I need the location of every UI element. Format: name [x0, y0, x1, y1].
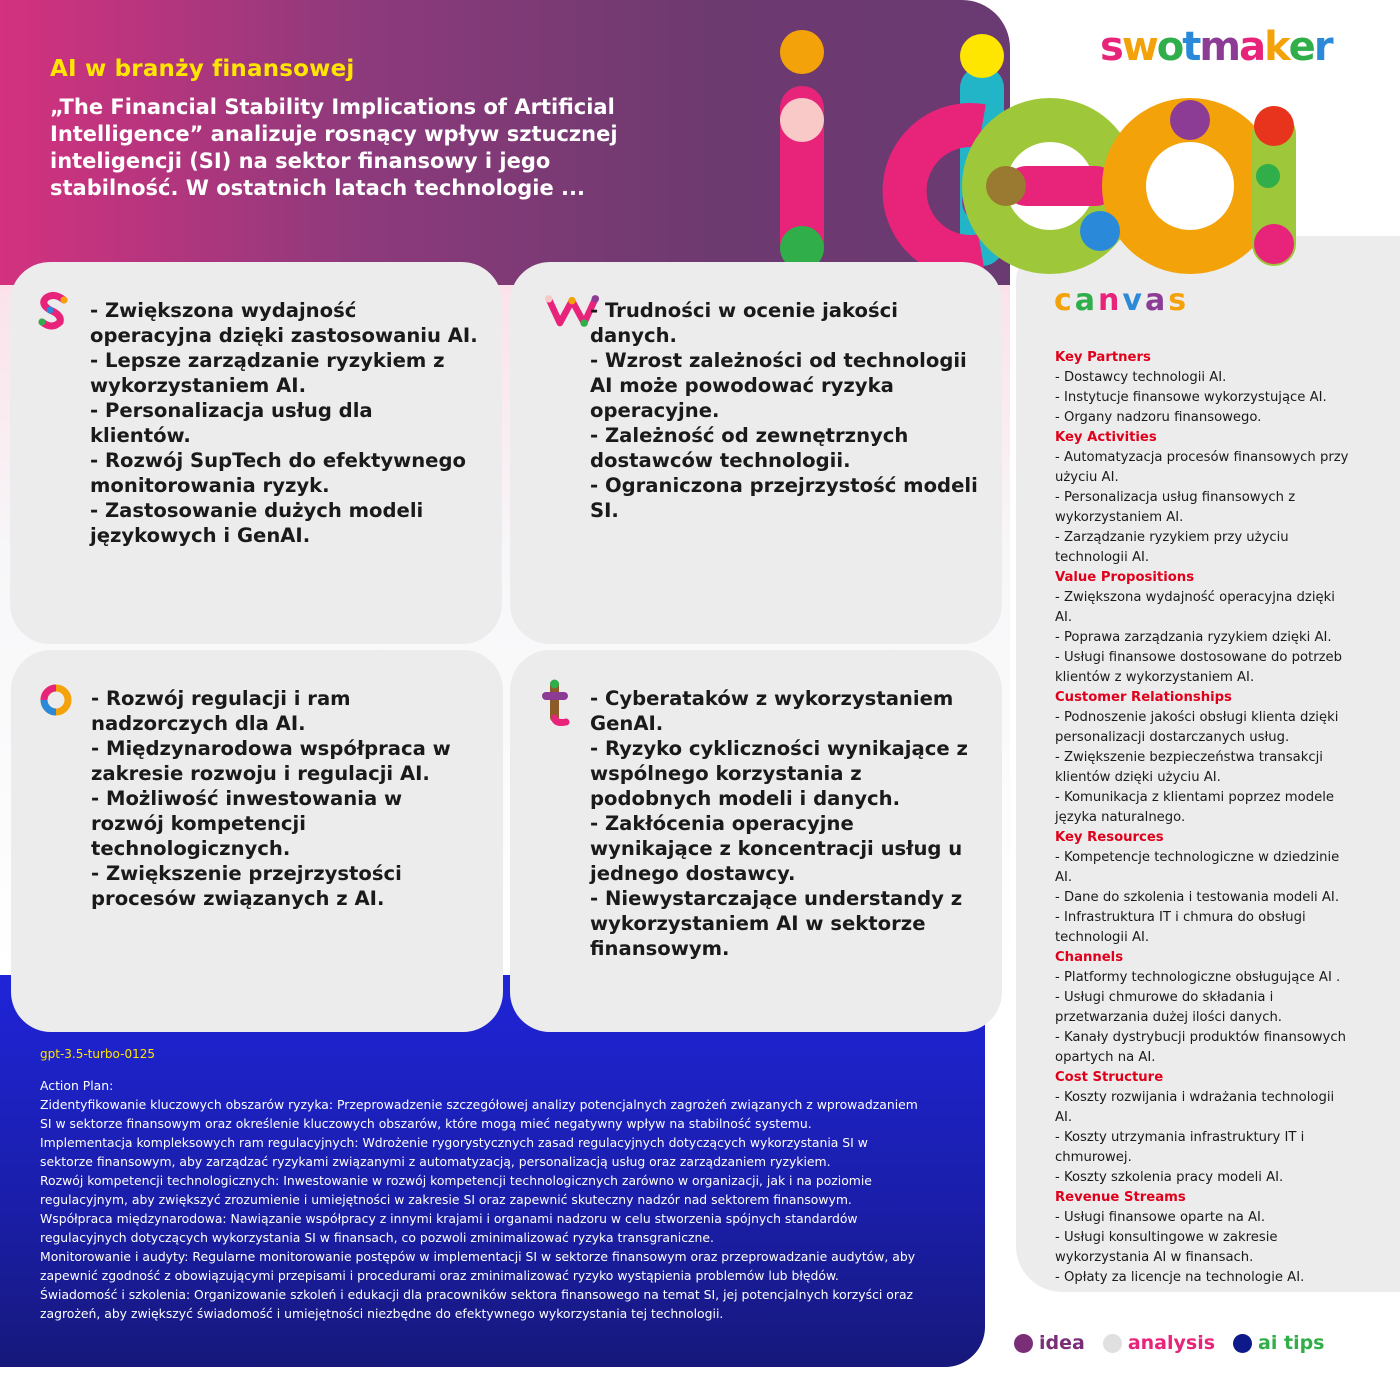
list-item: - Ryzyko cykliczności wynikające z wspólnego korzystania z podobnych modeli i danych. — [590, 737, 968, 810]
opportunities-list — [91, 686, 481, 911]
canvas-section-item: - Koszty szkolenia pracy modeli AI. — [1055, 1170, 1284, 1185]
model-label: gpt-3.5-turbo-0125 — [40, 1047, 155, 1061]
legend-label: idea — [1039, 1332, 1085, 1354]
canvas-section-title: Channels — [1055, 950, 1124, 965]
action-plan-line: zagrożeń, aby zwiększyć świadomość i umiejętności niezbędne do efektywnego wykorzystania tej technologii. — [40, 1306, 724, 1321]
canvas-section-item: - Kompetencje technologiczne w dziedzinie AI. — [1055, 850, 1340, 885]
canvas-section-item: - Usługi finansowe oparte na AI. — [1055, 1210, 1266, 1225]
action-plan-line: SI w sektorze finansowym oraz określenie kluczowych obszarów, które mogą mieć negatywny wpływ na stabilność systemu. — [40, 1116, 812, 1131]
canvas-section-item: - Opłaty za licencje na technologie AI. — [1055, 1270, 1305, 1285]
o-letter-icon — [39, 678, 73, 718]
canvas-section-title: Customer Relationships — [1055, 690, 1232, 705]
idea-logo-graphic — [770, 26, 1310, 276]
action-plan-line: Zidentyfikowanie kluczowych obszarów ryzyka: Przeprowadzenie szczegółowej analizy potencjalnych zagrożeń związanych z wprowadzaniem — [40, 1097, 918, 1112]
business-model-canvas — [1055, 348, 1355, 1288]
opportunities-card — [11, 650, 503, 1032]
canvas-section-item: - Zwiększona wydajność operacyjna dzięki AI. — [1055, 590, 1335, 625]
canvas-wordmark: canvas — [1054, 283, 1190, 318]
list-item: - Wzrost zależności od technologii AI może powodować ryzyka operacyjne. — [590, 349, 967, 422]
list-item: - Personalizacja usług dla klientów. — [90, 399, 373, 447]
canvas-section-item: - Usługi chmurowe do składania i przetwarzania dużej ilości danych. — [1055, 990, 1282, 1025]
canvas-section-item: - Dostawcy technologii AI. — [1055, 370, 1227, 385]
legend-label: analysis — [1127, 1332, 1216, 1354]
action-plan-line: regulacyjnym, aby zwiększyć zrozumienie i umiejętności w zakresie SI oraz zapewnić skuteczny nadzór nad sektorem finansowym. — [40, 1192, 852, 1207]
canvas-section-title: Cost Structure — [1055, 1070, 1164, 1085]
list-item: - Rozwój SupTech do efektywnego monitorowania ryzyk. — [90, 449, 466, 497]
list-item: - Możliwość inwestowania w rozwój kompetencji technologicznych. — [91, 787, 403, 860]
weaknesses-card — [510, 262, 1002, 644]
threats-card — [510, 650, 1002, 1032]
canvas-section-item: - Kanały dystrybucji produktów finansowych opartych na AI. — [1055, 1030, 1346, 1065]
legend-dot-icon — [1103, 1334, 1122, 1353]
action-plan — [40, 1076, 952, 1323]
legend-item-ai-tips[interactable] — [1233, 1332, 1324, 1354]
legend-item-idea[interactable] — [1014, 1332, 1085, 1354]
action-plan-line: Implementacja kompleksowych ram regulacyjnych: Wdrożenie rygorystycznych zasad regulacyjnych dotyczących wykorzystania SI w — [40, 1135, 868, 1150]
list-item: - Zwiększona wydajność operacyjna dzięki zastosowaniu AI. — [90, 299, 478, 347]
strengths-list — [90, 298, 480, 548]
canvas-section-item: - Koszty rozwijania i wdrażania technologii AI. — [1055, 1090, 1335, 1125]
s-letter-icon — [38, 290, 72, 330]
canvas-section-item: - Infrastruktura IT i chmura do obsługi technologii AI. — [1055, 910, 1306, 945]
canvas-section-item: - Poprawa zarządzania ryzykiem dzięki AI. — [1055, 630, 1332, 645]
canvas-section-item: - Dane do szkolenia i testowania modeli AI. — [1055, 890, 1340, 905]
t-letter-icon — [538, 678, 572, 726]
action-plan-line: Współpraca międzynarodowa: Nawiązanie współpracy z innymi krajami i organami nadzoru w celu stworzenia spójnych standardów — [40, 1211, 858, 1226]
canvas-section-title: Revenue Streams — [1055, 1190, 1186, 1205]
list-item: - Lepsze zarządzanie ryzykiem z wykorzystaniem AI. — [90, 349, 445, 397]
list-item: - Rozwój regulacji i ram nadzorczych dla AI. — [91, 687, 351, 735]
canvas-section-item: - Zwiększenie bezpieczeństwa transakcji klientów dzięki użyciu AI. — [1055, 750, 1323, 785]
page-title: AI w branży finansowej — [50, 56, 355, 82]
weaknesses-list — [590, 298, 980, 523]
swotmaker-logo: swotmaker — [1100, 24, 1332, 70]
canvas-section-title: Value Propositions — [1055, 570, 1195, 585]
list-item: - Zakłócenia operacyjne wynikające z koncentracji usług u jednego dostawcy. — [590, 812, 963, 885]
canvas-section-item: - Organy nadzoru finansowego. — [1055, 410, 1262, 425]
canvas-section-item: - Instytucje finansowe wykorzystujące AI. — [1055, 390, 1327, 405]
list-item: - Ograniczona przejrzystość modeli SI. — [590, 474, 978, 522]
list-item: - Zwiększenie przejrzystości procesów związanych z AI. — [91, 862, 402, 910]
action-plan-line: Rozwój kompetencji technologicznych: Inwestowanie w rozwój kompetencji technologicznych zarówno w organizacji, jak i na poziomie — [40, 1173, 872, 1188]
list-item: - Niewystarczające understandy z wykorzystaniem AI w sektorze finansowym. — [590, 887, 963, 960]
canvas-section-item: - Podnoszenie jakości obsługi klienta dzięki personalizacji dostarczanych usług. — [1055, 710, 1339, 745]
action-plan-line: sektorze finansowym, aby zarządzać ryzykami związanymi z automatyzacją, personalizacją usług oraz zarządzaniem ryzykiem. — [40, 1154, 831, 1169]
legend-label: ai tips — [1258, 1332, 1325, 1354]
canvas-section-item: - Usługi konsultingowe w zakresie wykorzystania AI w finansach. — [1055, 1230, 1278, 1265]
legend-dot-icon — [1233, 1334, 1252, 1353]
canvas-section-item: - Komunikacja z klientami poprzez modele języka naturalnego. — [1055, 790, 1334, 825]
legend — [1014, 1330, 1325, 1356]
canvas-section-title: Key Partners — [1055, 350, 1151, 365]
action-plan-heading: Action Plan: — [40, 1078, 114, 1093]
list-item: - Cyberataków z wykorzystaniem GenAI. — [590, 687, 954, 735]
action-plan-line: regulacyjnych dotyczących wykorzystania SI w finansach, co pozwoli zminimalizować ryzyka transgraniczne. — [40, 1230, 714, 1245]
canvas-section-title: Key Resources — [1055, 830, 1164, 845]
legend-item-analysis[interactable] — [1103, 1332, 1215, 1354]
threats-list — [590, 686, 980, 961]
canvas-section-item: - Zarządzanie ryzykiem przy użyciu technologii AI. — [1055, 530, 1289, 565]
strengths-card — [10, 262, 502, 644]
list-item: - Trudności w ocenie jakości danych. — [590, 299, 898, 347]
canvas-section-item: - Personalizacja usług finansowych z wykorzystaniem AI. — [1055, 490, 1296, 525]
action-plan-line: Świadomość i szkolenia: Organizowanie szkoleń i edukacji dla pracowników sektora finansowego na temat SI, jej potencjalnych korzyści oraz — [40, 1287, 914, 1302]
list-item: - Zależność od zewnętrznych dostawców technologii. — [590, 424, 909, 472]
canvas-section-item: - Platformy technologiczne obsługujące AI . — [1055, 970, 1341, 985]
action-plan-line: zapewnić zgodność z obowiązującymi przepisami i procedurami oraz zminimalizować ryzyko wystąpienia problemów lub błędów. — [40, 1268, 839, 1283]
list-item: - Międzynarodowa współpraca w zakresie rozwoju i regulacji AI. — [91, 737, 451, 785]
canvas-section-item: - Automatyzacja procesów finansowych przy użyciu AI. — [1055, 450, 1349, 485]
canvas-section-item: - Koszty utrzymania infrastruktury IT i chmurowej. — [1055, 1130, 1305, 1165]
list-item: - Zastosowanie dużych modeli językowych i GenAI. — [90, 499, 424, 547]
page-summary: „The Financial Stability Implications of Artificial Intelligence” analizuje rosnący wpływ sztucznej inteligencji (SI) na sektor finansowy i jego stabilność. W ostatnich latach technologie ... — [50, 95, 618, 200]
legend-dot-icon — [1014, 1334, 1033, 1353]
canvas-section-title: Key Activities — [1055, 430, 1157, 445]
action-plan-lines — [40, 1095, 952, 1323]
action-plan-line: Monitorowanie i audyty: Regularne monitorowanie postępów w implementacji SI w sektorze finansowym oraz przeprowadzanie audytów, aby — [40, 1249, 916, 1264]
canvas-section-item: - Usługi finansowe dostosowane do potrzeb klientów z wykorzystaniem AI. — [1055, 650, 1343, 685]
